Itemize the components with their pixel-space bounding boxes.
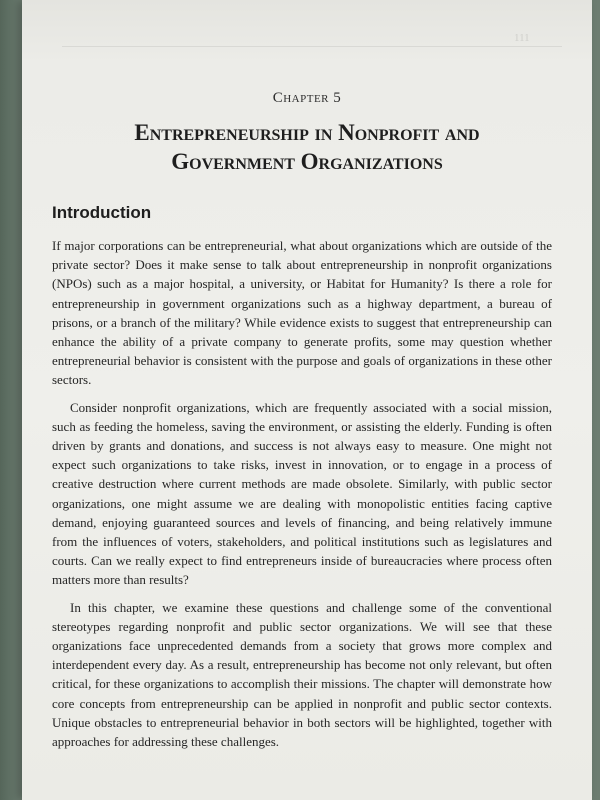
- book-page: [22, 0, 592, 800]
- paragraph: In this chapter, we examine these questions and challenge some of the conventional stereotypes regarding nonprofit and public sector organizations. We will see that these organizations face unprecedented demands from a society that grows more complex and interdependent every day. As a result, entrepreneurship has become not only relevant, but often critical, for these organizations to accomplish their missions. The chapter will demonstrate how core concepts from entrepreneurship can be applied in nonprofit and public sector contexts. Unique obstacles to entrepreneurial behavior in both sectors will be highlighted, together with approaches for addressing these challenges.: [52, 599, 552, 750]
- paragraph: Consider nonprofit organizations, which are frequently associated with a social mission, such as feeding the homeless, saving the environment, or assisting the elderly. Funding is often driven by grants and donations, and success is not always easy to measure. One might not expect such organizations to take risks, invest in innovation, or to engage in a process of creative destruction where current methods are made obsolete. Similarly, with public sector organizations, one might assume we are dealing with monopolistic entities facing captive demand, enjoying guaranteed sources and levels of financing, and being relatively immune from the influences of voters, stakeholders, and political institutions such as legislatures and courts. Can we really expect to find entrepreneurs inside of bureaucracies where process often matters more than results?: [52, 399, 552, 588]
- bleed-through-page-number: 111: [514, 32, 530, 44]
- chapter-title-line-2: Government Organizations: [171, 149, 443, 174]
- chapter-title-line-1: Entrepreneurship in Nonprofit and: [134, 120, 480, 145]
- paragraph: If major corporations can be entrepreneurial, what about organizations which are outside of the private sector? Does it make sense to talk about entrepreneurship in nonprofit organizations (NPOs) such as a major hospital, a university, or Habitat for Humanity? Is there a role for entrepreneurship in government organizations such as a highway department, a bureau of prisons, or a branch of the military? While evidence exists to suggest that entrepreneurship can enhance the ability of a private company to generate profits, some may question whether entrepreneurial behavior is consistent with the purpose and goals of organizations in these other sectors.: [52, 238, 552, 388]
- section-heading: Introduction: [52, 203, 152, 222]
- chapter-label: Chapter 5: [272, 90, 342, 106]
- body-text: [52, 236, 552, 759]
- header-rule: [62, 46, 562, 47]
- chapter-title: [22, 118, 592, 176]
